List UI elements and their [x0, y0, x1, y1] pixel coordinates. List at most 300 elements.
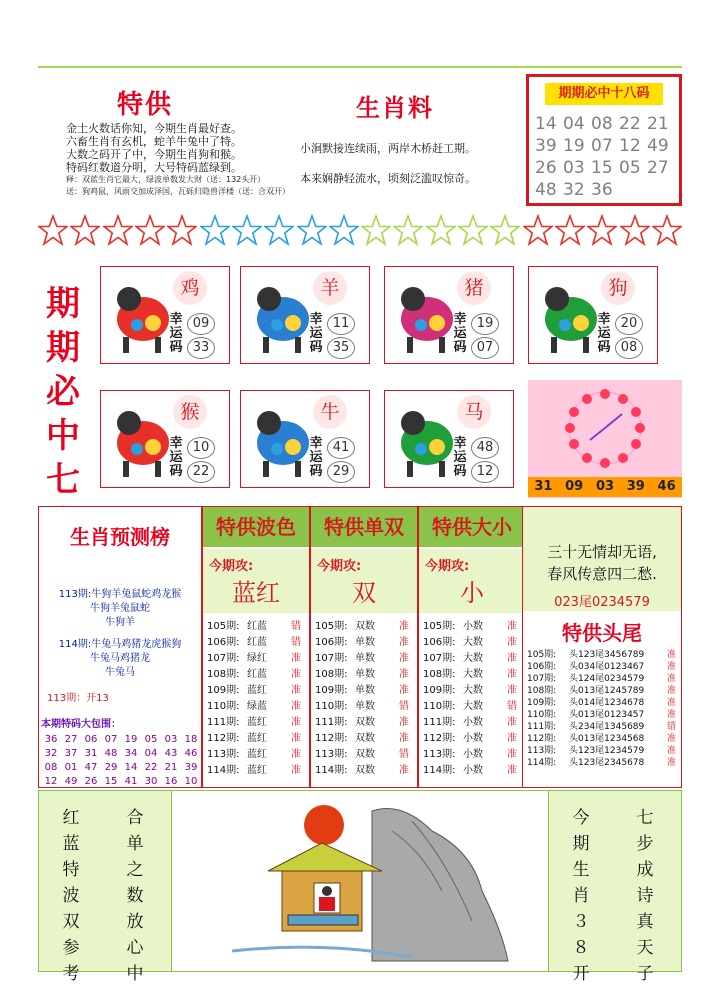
- star-icon: [393, 214, 423, 248]
- pool-number: 06: [84, 734, 98, 745]
- result-mark: 错: [667, 722, 677, 732]
- history-row: [203, 633, 309, 649]
- shengxiaoliao-title: 生肖料: [356, 94, 434, 122]
- pool-number: 27: [64, 734, 78, 745]
- star-icon: [458, 214, 488, 248]
- prediction-result: 113期：开13: [47, 693, 109, 704]
- history-row: [311, 665, 417, 681]
- lucky-char: 运: [309, 450, 323, 465]
- lucky-number: 22: [187, 461, 215, 483]
- tegong-title: 特供: [116, 90, 173, 120]
- star-icon: [652, 214, 682, 248]
- verse-char: 放: [126, 912, 144, 932]
- attack-label: 今期攻:: [317, 559, 362, 574]
- issue-label: 108期:: [207, 669, 240, 680]
- tegong-note: 释：双蓝生肖它最大，绿波单数发大财（送：132头开）: [66, 175, 266, 184]
- result-mark: 准: [507, 653, 517, 664]
- result-mark: 准: [507, 765, 517, 776]
- history-row: [527, 659, 679, 671]
- prediction-line: 牛兔马: [105, 667, 135, 678]
- prediction-value: 单数: [355, 637, 375, 648]
- zodiac-name: 鸡: [173, 271, 207, 305]
- verse-char: 诗: [636, 886, 654, 906]
- prediction-line: 113期:牛狗羊兔鼠蛇鸡龙猴: [58, 589, 182, 600]
- code-number: 32: [563, 180, 585, 200]
- result-mark: 错: [291, 621, 301, 632]
- verse-column: [635, 805, 655, 987]
- verse-char: 今: [572, 808, 590, 828]
- history-row: [419, 649, 525, 665]
- lucky-char: 码: [309, 464, 323, 479]
- pool-number: 18: [184, 734, 198, 745]
- lucky-number: 09: [187, 313, 215, 335]
- daxiao-history: [419, 617, 525, 777]
- history-row: [419, 681, 525, 697]
- star-icon: [620, 214, 650, 248]
- pool-number: 14: [124, 762, 138, 773]
- result-mark: 准: [667, 758, 677, 768]
- history-row: [419, 761, 525, 777]
- code-number: 19: [563, 136, 585, 156]
- issue-label: 105期:: [315, 621, 348, 632]
- verse-column: [125, 805, 145, 987]
- clock-numbers: [528, 477, 682, 497]
- prediction-value: 头123尾3456789: [569, 650, 645, 660]
- result-mark: 准: [399, 653, 409, 664]
- prediction-value: 头013尾0123457: [569, 710, 645, 720]
- issue-label: 110期:: [315, 701, 348, 712]
- star-icon: [167, 214, 197, 248]
- pool-number: 32: [44, 748, 58, 759]
- eighteen-codes-title: 期期必中十八码: [545, 83, 663, 105]
- result-mark: 错: [291, 637, 301, 648]
- verse-char: ３: [572, 912, 590, 932]
- touwei-poem-box: [523, 507, 681, 611]
- danshuang-value: 双: [352, 579, 376, 607]
- prediction-value: 小数: [463, 749, 483, 760]
- pool-number: 43: [164, 748, 178, 759]
- pool-number: 36: [44, 734, 58, 745]
- daxiao-attack: [419, 549, 525, 613]
- zodiac-card: [100, 266, 230, 364]
- prediction-title: 生肖预测榜: [70, 525, 170, 549]
- history-row: [311, 681, 417, 697]
- prediction-value: 小数: [463, 765, 483, 776]
- prediction-value: 蓝红: [247, 685, 267, 696]
- verse-char: 合: [126, 808, 144, 828]
- star-icon: [70, 214, 100, 248]
- lucky-char: 运: [169, 450, 183, 465]
- lucky-number: 11: [327, 313, 355, 335]
- verse-column: [61, 805, 81, 987]
- verse-char: 开: [572, 964, 590, 984]
- history-row: [203, 713, 309, 729]
- lucky-label: [307, 437, 325, 479]
- issue-label: 113期:: [527, 746, 557, 756]
- star-icon: [135, 214, 165, 248]
- eighteen-codes-grid: [535, 113, 679, 201]
- prediction-value: 红蓝: [247, 621, 267, 632]
- lucky-label: [167, 313, 185, 355]
- code-number: 04: [563, 114, 585, 134]
- verse-char: 七: [636, 808, 654, 828]
- lucky-char: 运: [597, 326, 611, 341]
- history-row: [527, 647, 679, 659]
- danshuang-history: [311, 617, 417, 777]
- prediction-value: 双数: [355, 765, 375, 776]
- lucky-number: 07: [471, 337, 499, 359]
- code-number: 49: [647, 136, 669, 156]
- issue-label: 107期:: [527, 674, 557, 684]
- history-row: [419, 633, 525, 649]
- history-row: [419, 713, 525, 729]
- result-mark: 准: [507, 749, 517, 760]
- prediction-line: 牛兔马鸡猪龙: [90, 653, 150, 664]
- pool-number: 04: [144, 748, 158, 759]
- code-number: 14: [535, 114, 557, 134]
- lucky-char: 码: [169, 340, 183, 355]
- pool-number: 19: [124, 734, 138, 745]
- star-icon: [297, 214, 327, 248]
- lucky-label: [451, 313, 469, 355]
- result-mark: 准: [399, 621, 409, 632]
- code-number: 12: [619, 136, 641, 156]
- verse-char: 天: [636, 938, 654, 958]
- verse-char: 真: [636, 912, 654, 932]
- lucky-number: 41: [327, 437, 355, 459]
- tegong-line: 大数之码开了中，今期生肖狗和猴。: [66, 148, 242, 161]
- verse-char: 数: [126, 886, 144, 906]
- pool-number: 47: [84, 762, 98, 773]
- clock-icon: [528, 380, 682, 476]
- issue-label: 109期:: [527, 698, 557, 708]
- prediction-value: 头013尾1245789: [569, 686, 645, 696]
- lucky-char: 幸: [309, 436, 323, 451]
- prediction-line: 牛狗羊: [105, 617, 135, 628]
- result-mark: 准: [291, 653, 301, 664]
- bottom-right-verse: [548, 790, 682, 984]
- star-icon: [426, 214, 456, 248]
- result-mark: 准: [399, 765, 409, 776]
- history-row: [419, 729, 525, 745]
- issue-label: 114期:: [315, 765, 348, 776]
- lucky-char: 运: [453, 450, 467, 465]
- history-row: [311, 633, 417, 649]
- bose-panel: [202, 506, 310, 788]
- star-icon: [587, 214, 617, 248]
- pool-number: 12: [44, 776, 58, 787]
- star-icon: [200, 214, 230, 248]
- prediction-value: 单数: [355, 701, 375, 712]
- history-row: [203, 697, 309, 713]
- issue-label: 114期:: [207, 765, 240, 776]
- code-number: 36: [591, 180, 613, 200]
- code-number: 07: [591, 136, 613, 156]
- lucky-char: 幸: [453, 436, 467, 451]
- pool-number: 03: [164, 734, 178, 745]
- zodiac-card: [100, 390, 230, 488]
- touwei-poem-line: 三十无情却无语,: [547, 543, 657, 561]
- lucky-number: 19: [471, 313, 499, 335]
- shengxiaoliao-line: 小涧默接连续雨，两岸木桥赶工期。: [300, 142, 476, 155]
- history-row: [203, 761, 309, 777]
- pool-number: 37: [64, 748, 78, 759]
- prediction-value: 红蓝: [247, 637, 267, 648]
- issue-label: 108期:: [527, 686, 557, 696]
- lucky-char: 码: [169, 464, 183, 479]
- lucky-char: 幸: [309, 312, 323, 327]
- history-row: [203, 745, 309, 761]
- issue-label: 105期:: [423, 621, 456, 632]
- top-divider: [38, 66, 682, 68]
- issue-label: 113期:: [423, 749, 456, 760]
- issue-label: 105期:: [527, 650, 557, 660]
- verse-char: 特: [62, 860, 80, 880]
- lucky-char: 码: [453, 340, 467, 355]
- history-row: [311, 649, 417, 665]
- verse-char: 之: [126, 860, 144, 880]
- attack-label: 今期攻:: [425, 559, 470, 574]
- danshuang-panel: [310, 506, 418, 788]
- verse-char: 双: [62, 912, 80, 932]
- lucky-label: [167, 437, 185, 479]
- zodiac-name: 猴: [173, 395, 207, 429]
- lucky-label: [595, 313, 613, 355]
- history-row: [527, 719, 679, 731]
- result-mark: 错: [399, 749, 409, 760]
- prediction-value: 单数: [355, 685, 375, 696]
- verse-char: 考: [62, 964, 80, 984]
- result-mark: 准: [291, 669, 301, 680]
- title-char: 中: [46, 416, 80, 456]
- lucky-number: 48: [471, 437, 499, 459]
- issue-label: 109期:: [315, 685, 348, 696]
- verse-column: [571, 805, 591, 987]
- issue-label: 114期:: [527, 758, 557, 768]
- code-number: 27: [647, 158, 669, 178]
- prediction-value: 小数: [463, 733, 483, 744]
- issue-label: 106期:: [423, 637, 456, 648]
- daxiao-value: 小: [460, 579, 484, 607]
- issue-label: 112期:: [315, 733, 348, 744]
- lucky-number: 12: [471, 461, 499, 483]
- clock-number: 39: [626, 479, 645, 494]
- verse-char: 肖: [572, 886, 590, 906]
- star-icon: [555, 214, 585, 248]
- code-number: 26: [535, 158, 557, 178]
- tegong-poem: [66, 122, 306, 198]
- touwei-title: 特供头尾: [562, 621, 642, 645]
- lucky-char: 幸: [169, 436, 183, 451]
- result-mark: 准: [399, 685, 409, 696]
- issue-label: 112期:: [207, 733, 240, 744]
- history-row: [419, 697, 525, 713]
- code-number: 03: [563, 158, 585, 178]
- pool-number: 48: [104, 748, 118, 759]
- zodiac-card: [240, 266, 370, 364]
- lucky-char: 幸: [597, 312, 611, 327]
- prediction-line: 114期:牛兔马鸡猪龙虎猴狗: [58, 639, 182, 650]
- pool-number: 31: [84, 748, 98, 759]
- prediction-panel: [38, 506, 202, 788]
- result-mark: 准: [667, 746, 677, 756]
- zodiac-name: 猪: [457, 271, 491, 305]
- history-row: [203, 617, 309, 633]
- prediction-value: 蓝红: [247, 749, 267, 760]
- issue-label: 111期:: [423, 717, 456, 728]
- prediction-value: 双数: [355, 621, 375, 632]
- history-row: [311, 617, 417, 633]
- zodiac-name: 牛: [313, 395, 347, 429]
- zodiac-card: [240, 390, 370, 488]
- issue-label: 108期:: [423, 669, 456, 680]
- bose-history: [203, 617, 309, 777]
- result-mark: 准: [507, 621, 517, 632]
- issue-label: 110期:: [423, 701, 456, 712]
- prediction-value: 大数: [463, 701, 483, 712]
- prediction-value: 红蓝: [247, 669, 267, 680]
- issue-label: 105期:: [207, 621, 240, 632]
- issue-label: 109期:: [207, 685, 240, 696]
- lucky-label: [451, 437, 469, 479]
- lucky-number: 20: [615, 313, 643, 335]
- history-row: [527, 683, 679, 695]
- tegong-line: 六畜生肖有玄机，蛇羊牛兔中了特。: [66, 135, 242, 148]
- prediction-value: 小数: [463, 621, 483, 632]
- star-row: [38, 214, 682, 252]
- attack-label: 今期攻:: [209, 559, 254, 574]
- issue-label: 106期:: [527, 662, 557, 672]
- lucky-number: 29: [327, 461, 355, 483]
- result-mark: 准: [667, 698, 677, 708]
- bose-header: 特供波色: [203, 507, 309, 547]
- daxiao-panel: [418, 506, 526, 788]
- star-icon: [103, 214, 133, 248]
- result-mark: 准: [507, 733, 517, 744]
- prediction-value: 头034尾0123467: [569, 662, 645, 672]
- lucky-char: 幸: [169, 312, 183, 327]
- result-mark: 准: [291, 717, 301, 728]
- issue-label: 110期:: [527, 710, 557, 720]
- issue-label: 109期:: [423, 685, 456, 696]
- touwei-code: 023尾0234579: [554, 595, 650, 610]
- pool-number: 22: [144, 762, 158, 773]
- daxiao-header: 特供大小: [419, 507, 525, 547]
- verse-char: 成: [636, 860, 654, 880]
- zodiac-name: 羊: [313, 271, 347, 305]
- pool-number: 29: [104, 762, 118, 773]
- result-mark: 准: [399, 637, 409, 648]
- history-row: [311, 745, 417, 761]
- title-char: 必: [46, 372, 80, 412]
- landscape-picture: [172, 790, 548, 972]
- star-icon: [38, 214, 68, 248]
- code-number: 21: [647, 114, 669, 134]
- issue-label: 113期:: [315, 749, 348, 760]
- prediction-value: 绿红: [247, 653, 267, 664]
- bose-attack: [203, 549, 309, 613]
- lucky-number: 08: [615, 337, 643, 359]
- history-row: [527, 731, 679, 743]
- zodiac-card: [384, 390, 514, 488]
- issue-label: 111期:: [527, 722, 557, 732]
- big-pool-title: 本期特码大包围：: [41, 719, 121, 730]
- result-mark: 准: [291, 685, 301, 696]
- issue-label: 107期:: [207, 653, 240, 664]
- bose-value: 蓝红: [232, 579, 280, 607]
- result-mark: 准: [507, 717, 517, 728]
- verse-char: 生: [572, 860, 590, 880]
- history-row: [311, 729, 417, 745]
- issue-label: 107期:: [423, 653, 456, 664]
- history-row: [527, 743, 679, 755]
- history-row: [419, 617, 525, 633]
- pool-number: 21: [164, 762, 178, 773]
- verse-char: 蓝: [62, 834, 80, 854]
- issue-label: 110期:: [207, 701, 240, 712]
- prediction-value: 蓝红: [247, 733, 267, 744]
- prediction-value: 双数: [355, 717, 375, 728]
- lucky-char: 码: [597, 340, 611, 355]
- result-mark: 准: [507, 685, 517, 696]
- verse-char: 参: [62, 938, 80, 958]
- prediction-value: 绿蓝: [247, 701, 267, 712]
- clock-number: 03: [595, 479, 615, 494]
- pool-number: 05: [144, 734, 158, 745]
- title-char: 期: [46, 328, 80, 368]
- history-row: [203, 665, 309, 681]
- zodiac-name: 狗: [601, 271, 635, 305]
- pool-number: 30: [144, 776, 158, 787]
- prediction-value: 大数: [463, 637, 483, 648]
- code-number: 08: [591, 114, 613, 134]
- lucky-number: 33: [187, 337, 215, 359]
- result-mark: 准: [399, 669, 409, 680]
- lucky-char: 运: [453, 326, 467, 341]
- verse-char: 中: [126, 964, 144, 984]
- pool-number: 39: [184, 762, 198, 773]
- star-icon: [329, 214, 359, 248]
- verse-char: 心: [126, 938, 144, 958]
- result-mark: 错: [507, 701, 517, 712]
- tegong-note: 送：狗鸡鼠，风雨交加成泽国，瓦砾归隐兽洋楼（送：合双开）: [66, 187, 290, 196]
- history-row: [311, 697, 417, 713]
- result-mark: 准: [667, 734, 677, 744]
- issue-label: 108期:: [315, 669, 348, 680]
- lucky-char: 幸: [453, 312, 467, 327]
- pool-number: 07: [104, 734, 118, 745]
- result-mark: 准: [507, 669, 517, 680]
- lucky-number: 10: [187, 437, 215, 459]
- issue-label: 106期:: [315, 637, 348, 648]
- verse-char: 单: [126, 834, 144, 854]
- history-row: [527, 707, 679, 719]
- result-mark: 准: [399, 733, 409, 744]
- issue-label: 112期:: [527, 734, 557, 744]
- prediction-value: 头234尾1345689: [569, 722, 645, 732]
- prediction-value: 头014尾1234678: [569, 698, 645, 708]
- prediction-value: 蓝红: [247, 717, 267, 728]
- tegong-line: 金土火数话你知，今期生肖最好查。: [66, 122, 242, 135]
- issue-label: 111期:: [207, 717, 240, 728]
- result-mark: 准: [667, 674, 677, 684]
- result-mark: 准: [291, 749, 301, 760]
- prediction-value: 小数: [463, 717, 483, 728]
- issue-label: 113期:: [207, 749, 240, 760]
- lucky-char: 运: [309, 326, 323, 341]
- verse-char: ８: [572, 938, 590, 958]
- issue-label: 114期:: [423, 765, 456, 776]
